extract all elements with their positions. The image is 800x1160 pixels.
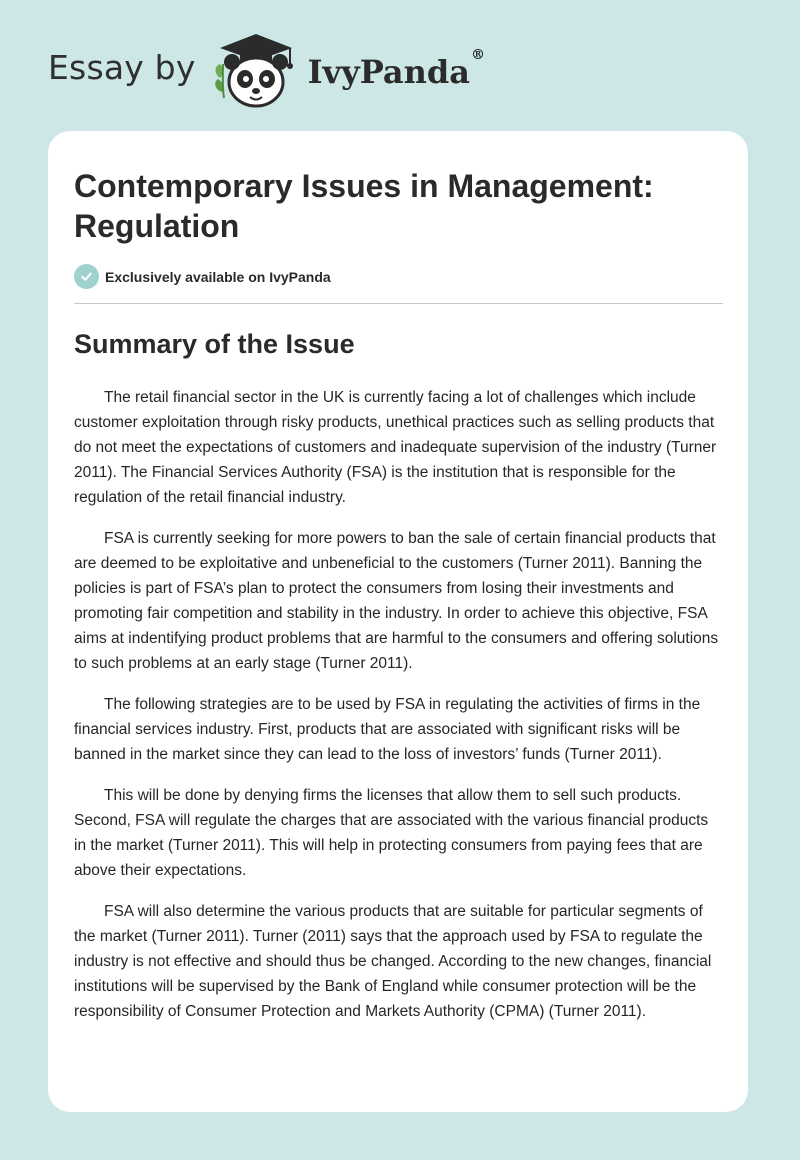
paragraph: FSA will also determine the various products that are suitable for particular segments of the market (Turner 2011). Turner (2011) says that the approach used by FSA to regulate the industry is not effective and should thus be changed. According to the new changes, financial institutions will be supervised by the Bank of England while consumer protection will be the responsibility of Consumer Protection and Markets Authority (CPMA) (Turner 2011).: [74, 903, 712, 1020]
page-title: Contemporary Issues in Management: Regulation: [74, 168, 654, 244]
section-heading: Summary of the Issue: [74, 329, 355, 359]
brand-name-text: IvyPanda: [307, 53, 471, 91]
brand-prefix: Essay by: [48, 47, 196, 87]
paragraph: FSA is currently seeking for more powers to ban the sale of certain financial products that are deemed to be exploitative and unbeneficial to the customers (Turner 2011). Banning the policies is part of FSA’s plan to protect the consumers from losing their investments and promoting fair competition and stability in the industry. In order to achieve this objective, FSA aims at indentifying product problems that are harmful to the consumers and offering solutions to such problems at an early stage (Turner 2011).: [74, 530, 719, 672]
brand-name: [307, 47, 486, 91]
exclusive-badge: [74, 264, 331, 289]
exclusive-badge-label: Exclusively available on IvyPanda: [105, 268, 331, 285]
brand-header[interactable]: [48, 30, 485, 110]
paragraph: This will be done by denying firms the licenses that allow them to sell such products. Second, FSA will regulate the charges that are associated with the various financial products in the market (Turner 2011). This will help in protecting consumers from paying fees that are above their expectations.: [74, 787, 709, 879]
panda-logo-icon: [210, 30, 302, 110]
registered-mark: ®: [471, 47, 486, 63]
paragraph: The retail financial sector in the UK is currently facing a lot of challenges which include customer exploitation through risky products, unethical practices such as selling products that do not meet the expectations of customers and inadequate supervision of the industry (Turner 2011). The Financial Services Authority (FSA) is the institution that is responsible for the regulation of the retail financial industry.: [74, 389, 717, 506]
essay-body: [74, 385, 724, 1040]
divider: [74, 303, 723, 304]
paragraph: The following strategies are to be used by FSA in regulating the activities of firms in the financial services industry. First, products that are associated with significant risks will be banned in the market since they can lead to the loss of investors’ funds (Turner 2011).: [74, 696, 701, 763]
essay-card: [48, 131, 748, 1112]
check-icon: [74, 264, 99, 289]
